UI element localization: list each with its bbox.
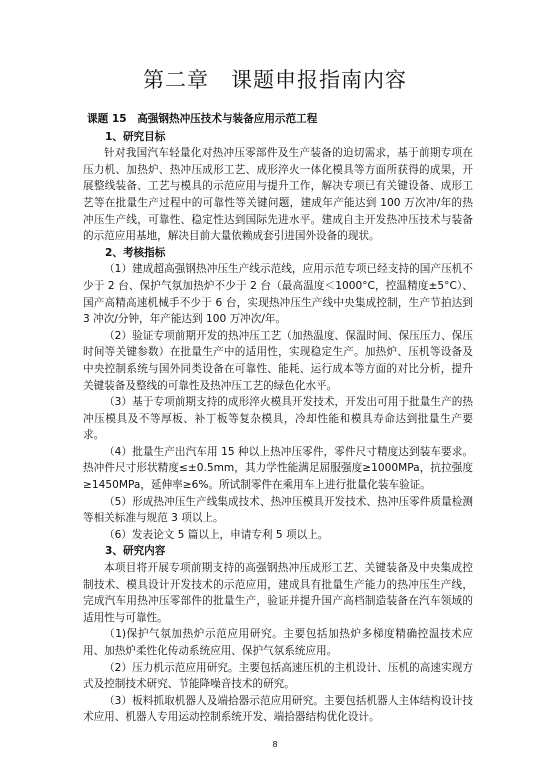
paragraph: （4）批量生产出汽车用 15 种以上热冲压零件，零件尺寸精度达到装车要求。热冲件尺寸形状精度≤±0.5mm，其力学性能满足屈服强度≥1000MPa，抗拉强度≥1450MPa，延伸率≥6%。所试制零件在乘用车上进行批量化装车验证。 (83, 445, 473, 492)
subject-title: 课题 15 高强钢热冲压技术与装备应用示范工程 (87, 113, 318, 125)
paragraph: （1）建成超高强钢热冲压生产线示范线，应用示范专项已经支持的国产压机不少于 2 台、保护气氛加热炉不少于 2 台（最高温度＜1000°C，控温精度±5°C）、国产高精高速机械手不少于 6 台，实现热冲压生产线中央集成控制，生产节拍达到 3 冲次/分钟，年产能达到 100 万冲次/年。 (83, 263, 473, 326)
paragraph: （6）发表论文 5 篇以上，申请专利 5 项以上。 (104, 528, 329, 541)
paragraph: （3）基于专项前期支持的成形淬火模具开发技术，开发出可用于批量生产的热冲压模具及不等厚板、补丁板等复杂模具，冷却性能和模具寿命达到批量生产要求。 (83, 396, 473, 442)
section-heading-goal: 1、研究目标 (105, 130, 166, 143)
paragraph: 针对我国汽车轻量化对热冲压零部件及生产装备的迫切需求，基于前期专项在压力机、加热炉、热冲压成形工艺、成形淬火一体化模具等方面所获得的成果，开展整线装备、工艺与模具的示范应用与提升工作，解决专项已有关键设备、成形工艺等在批量生产过程中的可靠性等关键问题，建成年产能达到 100 万次冲/年的热冲压生产线，可靠性、稳定性达到国际先进水平。建成自主开发热冲压技术与装备的示范应用基地，解决目前大量依赖成套引进国外设备的现状。 (83, 147, 473, 243)
page-number: 8 (272, 740, 278, 749)
section-heading-research: 3、研究内容 (105, 545, 166, 558)
paragraph: （2）验证专项前期开发的热冲压工艺（加热温度、保温时间、保压压力、保压时间等关键参数）在批量生产中的适用性，实现稳定生产。加热炉、压机等设备及中央控制系统与国外同类设备在可靠性、能耗、运行成本等方面的对比分析，提升关键装备及整线的可靠性及热冲压工艺的绿色化水平。 (83, 329, 473, 392)
paragraph: （3）板料抓取机器人及端拾器示范应用研究。主要包括机器人主体结构设计技术应用、机器人专用运动控制系统开发、端拾器结构优化设计。 (83, 694, 473, 724)
paragraph: （1)保护气氛加热炉示范应用研究。主要包括加热炉多梯度精确控温技术应用、加热炉柔性化传动系统应用、保护气氛系统应用。 (83, 628, 473, 657)
paragraph: （2）压力机示范应用研究。主要包括高速压机的主机设计、压机的高速实现方式及控制技术研究、节能降噪音技术的研究。 (83, 661, 473, 691)
section-heading-indicators: 2、考核指标 (105, 246, 166, 259)
paragraph: （5）形成热冲压生产线集成技术、热冲压模具开发技术、热冲压零件质量检测等相关标准与规范 3 项以上。 (83, 495, 473, 525)
chapter-title: 第二章 课题申报指南内容 (143, 68, 407, 92)
page-content (83, 111, 473, 726)
paragraph: 本项目将开展专项前期支持的高强钢热冲压成形工艺、关键装备及中央集成控制技术、模具设计开发技术的示范应用，建成具有批量生产能力的热冲压生产线，完成汽车用热冲压零部件的批量生产，验证并提升国产高档制造装备在汽车领域的适用性与可靠性。 (83, 562, 473, 624)
